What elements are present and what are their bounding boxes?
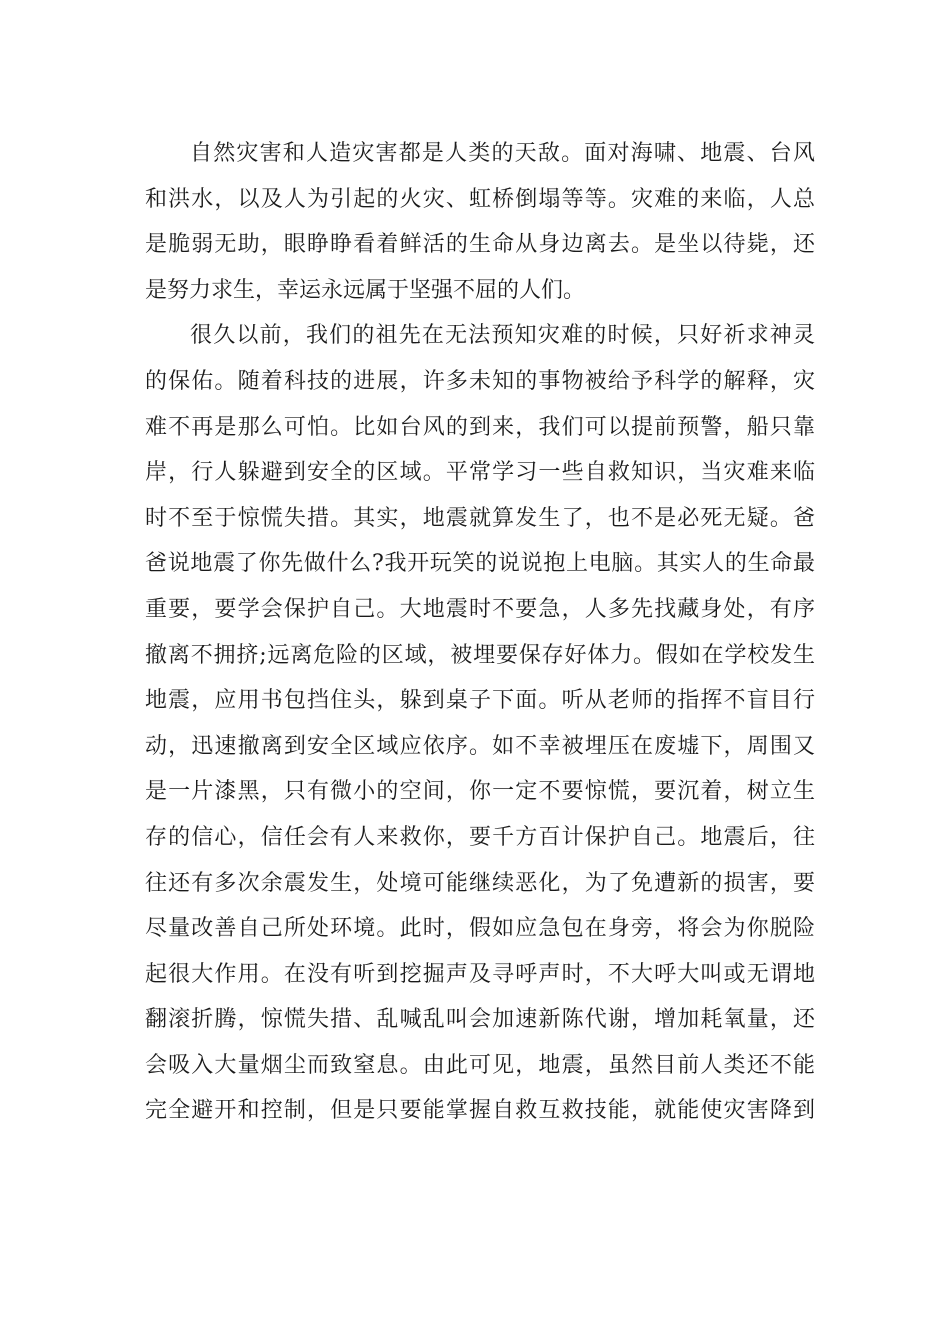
paragraph-2-line-18: 完全避开和控制，但是只要能掌握自救互救技能，就能使灾害降到 bbox=[145, 1098, 815, 1124]
paragraph-1-line-1: 自然灾害和人造灾害都是人类的天敌。面对海啸、地震、台风 bbox=[190, 141, 815, 166]
paragraph-1-line-3: 是脆弱无助，眼睁睁看着鲜活的生命从身边离去。是坐以待毙，还 bbox=[145, 232, 815, 258]
paragraph-2-line-17: 会吸入大量烟尘而致窒息。由此可见，地震，虽然目前人类还不能 bbox=[145, 1052, 815, 1078]
paragraph-2-line-3: 难不再是那么可怕。比如台风的到来，我们可以提前预警，船只靠 bbox=[145, 414, 815, 440]
paragraph-2-line-5: 时不至于惊慌失措。其实，地震就算发生了，也不是必死无疑。爸 bbox=[145, 505, 815, 531]
paragraph-2-line-10: 动，迅速撤离到安全区域应依序。如不幸被埋压在废墟下，周围又 bbox=[145, 733, 815, 759]
paragraph-2-line-11: 是一片漆黑，只有微小的空间，你一定不要惊慌，要沉着，树立生 bbox=[145, 779, 815, 805]
paragraph-2-line-13: 往还有多次余震发生，处境可能继续恶化，为了免遭新的损害，要 bbox=[145, 870, 815, 896]
paragraph-2-line-2: 的保佑。随着科技的进展，许多未知的事物被给予科学的解释，灾 bbox=[145, 368, 815, 394]
paragraph-2-line-7: 重要，要学会保护自己。大地震时不要急，人多先找藏身处，有序 bbox=[145, 596, 815, 622]
paragraph-2-line-9: 地震，应用书包挡住头，躲到桌子下面。听从老师的指挥不盲目行 bbox=[145, 688, 815, 714]
paragraph-1-line-4: 是努力求生，幸运永远属于坚强不屈的人们。 bbox=[145, 277, 586, 303]
paragraph-2-line-12: 存的信心，信任会有人来救你，要千方百计保护自己。地震后，往 bbox=[145, 824, 815, 850]
paragraph-2-line-1: 很久以前，我们的祖先在无法预知灾难的时候，只好祈求神灵 bbox=[190, 323, 815, 349]
paragraph-1-line-2: 和洪水，以及人为引起的火灾、虹桥倒塌等等。灾难的来临，人总 bbox=[145, 186, 815, 212]
paragraph-2-line-15: 起很大作用。在没有听到挖掘声及寻呼声时，不大呼大叫或无谓地 bbox=[145, 961, 815, 987]
paragraph-2-line-14: 尽量改善自己所处环境。此时，假如应急包在身旁，将会为你脱险 bbox=[145, 916, 815, 942]
paragraph-2-line-16: 翻滚折腾，惊慌失措、乱喊乱叫会加速新陈代谢，增加耗氧量，还 bbox=[145, 1007, 815, 1033]
paragraph-2-line-4: 岸，行人躲避到安全的区域。平常学习一些自救知识，当灾难来临 bbox=[145, 460, 815, 486]
paragraph-2-line-8: 撤离不拥挤;远离危险的区域，被埋要保存好体力。假如在学校发生 bbox=[145, 642, 815, 668]
document-body bbox=[145, 131, 815, 1134]
paragraph-2-line-6: 爸说地震了你先做什么?我开玩笑的说说抱上电脑。其实人的生命最 bbox=[145, 551, 815, 577]
